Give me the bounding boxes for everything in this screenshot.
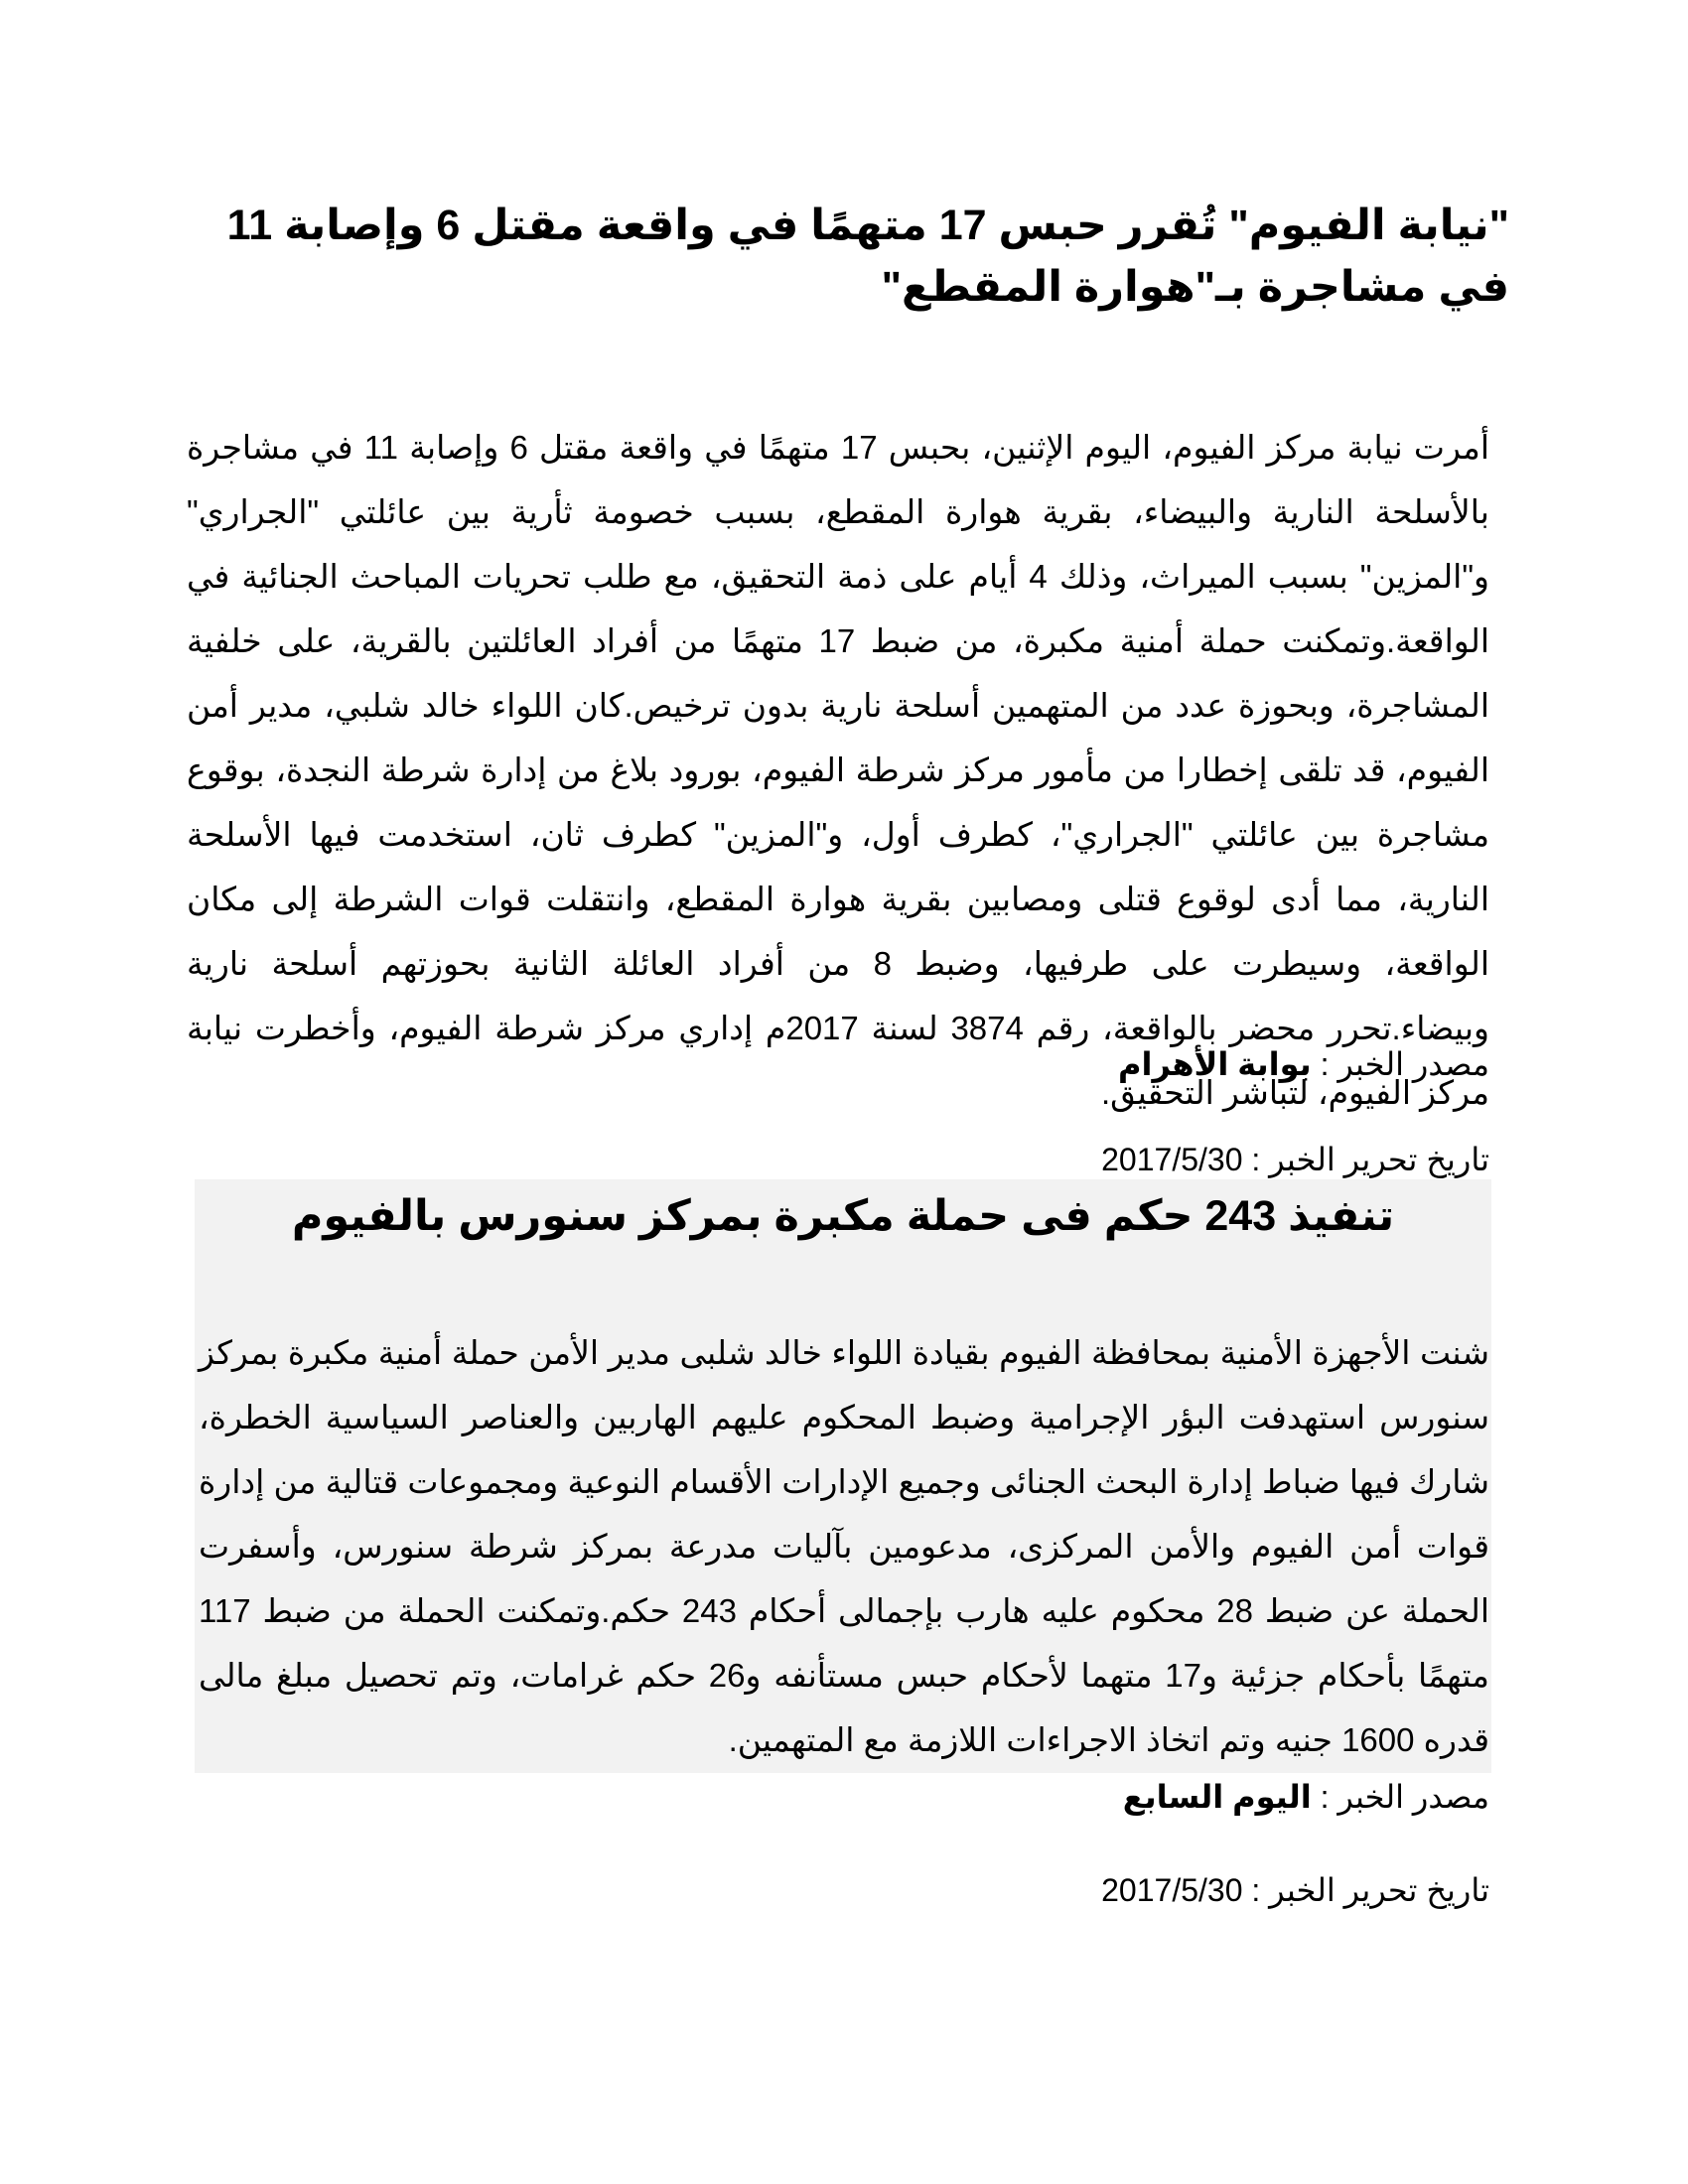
article-1-source-label: مصدر الخبر :: [1311, 1046, 1489, 1082]
article-2-date-value: 2017/5/30: [1101, 1872, 1243, 1908]
article-2-source: [187, 1777, 1489, 1817]
article-2-title: تنفيذ 243 حكم فى حملة مكبرة بمركز سنورس بالفيوم: [291, 1192, 1395, 1240]
article-1-body: أمرت نيابة مركز الفيوم، اليوم الإثنين، بحبس 17 متهمًا في واقعة مقتل 6 وإصابة 11 في مشاجرة بالأسلحة النارية والبيضاء، بقرية هوارة المقطع، بسبب خصومة ثأرية بين عائلتي "الجراري" و"المزين" بسبب الميراث، وذلك 4 أيام على ذمة التحقيق، مع طلب تحريات المباحث الجنائية في الواقعة.وتمكنت حملة أمنية مكبرة، من ضبط 17 متهمًا من أفراد العائلتين بالقرية، على خلفية المشاجرة، وبحوزة عدد من المتهمين أسلحة نارية بدون ترخيص.كان اللواء خالد شلبي، مدير أمن الفيوم، قد تلقى إخطارا من مأمور مركز شرطة الفيوم، بورود بلاغ من إدارة شرطة النجدة، بوقوع مشاجرة بين عائلتي "الجراري"، كطرف أول، و"المزين" كطرف ثان، استخدمت فيها الأسلحة النارية، مما أدى لوقوع قتلى ومصابين بقرية هوارة المقطع، وانتقلت قوات الشرطة إلى مكان الواقعة، وسيطرت على طرفيها، وضبط 8 من أفراد العائلة الثانية بحوزتهم أسلحة نارية وبيضاء.تحرر محضر بالواقعة، رقم 3874 لسنة 2017م إداري مركز شرطة الفيوم، وأخطرت نيابة مركز الفيوم، لتباشر التحقيق.: [187, 429, 1490, 1111]
article-2-source-label: مصدر الخبر :: [1311, 1779, 1489, 1815]
article-2-body: شنت الأجهزة الأمنية بمحافظة الفيوم بقيادة اللواء خالد شلبى مدير الأمن حملة أمنية مكبرة بمركز سنورس استهدفت البؤر الإجرامية وضبط المحكوم عليهم الهاربين والعناصر السياسية الخطرة، شارك فيها ضباط إدارة البحث الجنائى وجميع الإدارات الأقسام النوعية ومجموعات قتالية من إدارة قوات أمن الفيوم والأمن المركزى، مدعومين بآليات مدرعة بمركز شرطة سنورس، وأسفرت الحملة عن ضبط 28 محكوم عليه هارب بإجمالى أحكام 243 حكم.وتمكنت الحملة من ضبط 117 متهمًا بأحكام جزئية و17 متهما لأحكام حبس مستأنفه و26 حكم غرامات، وتم تحصيل مبلغ مالى قدره 1600 جنيه وتم اتخاذ الاجراءات اللازمة مع المتهمين.: [199, 1334, 1490, 1758]
article-1-source: [187, 1044, 1489, 1084]
article-1-date-value: 2017/5/30: [1101, 1142, 1243, 1177]
article-1-date: [187, 1140, 1489, 1179]
article-2-date: [187, 1870, 1489, 1910]
article-1-title: "نيابة الفيوم" تُقرر حبس 17 متهمًا في واقعة مقتل 6 وإصابة 11 في مشاجرة بـ"هوارة المقطع": [226, 202, 1509, 311]
article-2-date-label: تاريخ تحرير الخبر :: [1242, 1872, 1489, 1908]
article-1-source-name: بوابة الأهرام: [1118, 1046, 1312, 1082]
article-1-date-label: تاريخ تحرير الخبر :: [1242, 1142, 1489, 1177]
article-2-source-name: اليوم السابع: [1122, 1779, 1312, 1815]
